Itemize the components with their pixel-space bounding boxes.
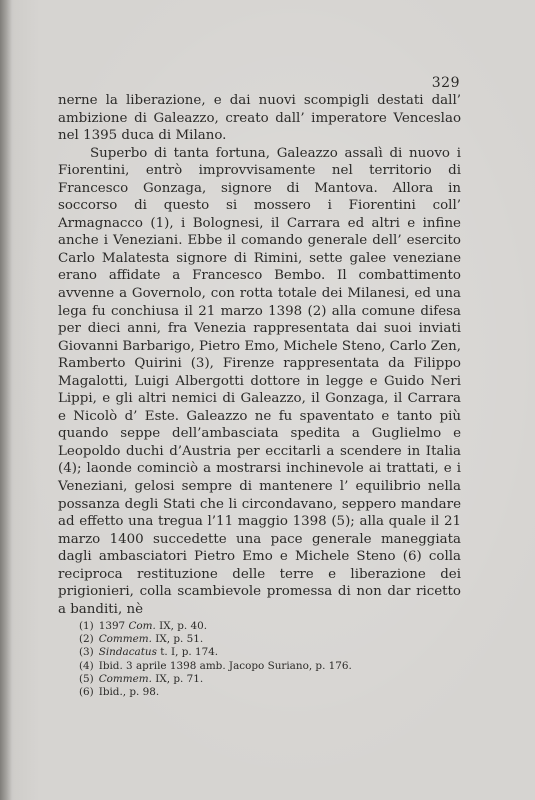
footnote [79, 646, 439, 659]
footnote-number: (1) [79, 620, 94, 632]
footnote-reference: t. I, p. 174. [156, 646, 219, 659]
footnote [79, 673, 439, 686]
footnote [79, 620, 439, 633]
footnote-number: (2) [79, 633, 94, 646]
footnote-source: Sindacatus [98, 646, 157, 659]
footnote-text: Ibid. 3 aprile 1398 amb. Jacopo Suriano, p. 176. [98, 659, 352, 672]
binding-shadow [0, 0, 12, 800]
footnote-reference: IX, p. 40. [155, 620, 208, 632]
footnote-reference: IX, p. 71. [151, 672, 204, 685]
footnote-source: Commem. [98, 672, 152, 685]
footnote-text: Ibid., p. 98. [98, 686, 160, 699]
footnote-number: (5) [79, 672, 94, 685]
footnote-number: (4) [79, 659, 94, 672]
footnotes [79, 620, 439, 699]
footnote-text: 1397 [98, 620, 129, 632]
footnote [79, 660, 439, 673]
footnote-number: (6) [79, 686, 94, 699]
footnote-number: (3) [79, 646, 94, 659]
footnote-reference: IX, p. 51. [151, 633, 204, 646]
paragraph: Superbo di tanta fortuna, Galeazzo assalì di nuovo i Fiorentini, entrò improvvisamente nel territorio di Francesco Gonzaga, signore di Mantova. Allora in soccorso di questo si mossero i Fiorentini coll’ Armagnacco (1), i Bolognesi, il Carrara ed altri e infine anche i Veneziani. Ebbe il comando generale dell’ esercito Carlo Malatesta signore di Rimini, sette galee veneziane erano affidate a Francesco Bembo. Il combattimento avvenne a Governolo, con rotta totale dei Milanesi, ed una lega fu conchiusa il 21 marzo 1398 (2) alla comune difesa per dieci anni, fra Venezia rappresentata dai suoi inviati Giovanni Barbarigo, Pietro Emo, Michele Steno, Carlo Zen, Ramberto Quirini (3), Firenze rappresentata da Filippo Magalotti, Luigi Albergotti dottore in legge e Guido Neri Lippi, e gli altri nemici di Galeazzo, il Gonzaga, il Carrara e Nicolò d’ Este. Galeazzo ne fu spaventato e tanto più quando seppe dell’ambasciata spedita a Guglielmo e Leopoldo duchi d’Austria per eccitarli a scendere in Italia (4); laonde cominciò a mostrarsi inchinevole ai trattati, e i Veneziani, gelosi sempre di mantenere l’ equilibrio nella possanza degli Stati che li circondavano, seppero mandare ad effetto una tregua l’11 maggio 1398 (5); alla quale il 21 marzo 1400 succedette una pace generale maneggiata dagli ambasciatori Pietro Emo e Michele Steno (6) colla reciproca restituzione delle terre e liberazione dei prigionieri, colla scambievole promessa di non dar ricetto a banditi, nè [58, 145, 461, 617]
paragraph-continuation: nerne la liberazione, e dai nuovi scompigli destati dall’ ambizione di Galeazzo, creato dall’ imperatore Venceslao nel 1395 duca di Milano. [58, 93, 461, 144]
footnote [79, 686, 439, 699]
page-number: 329 [431, 75, 460, 91]
footnote [79, 633, 439, 646]
footnote-source: Com. [128, 620, 156, 632]
footnote-source: Commem. [98, 633, 152, 646]
main-text [58, 92, 461, 618]
